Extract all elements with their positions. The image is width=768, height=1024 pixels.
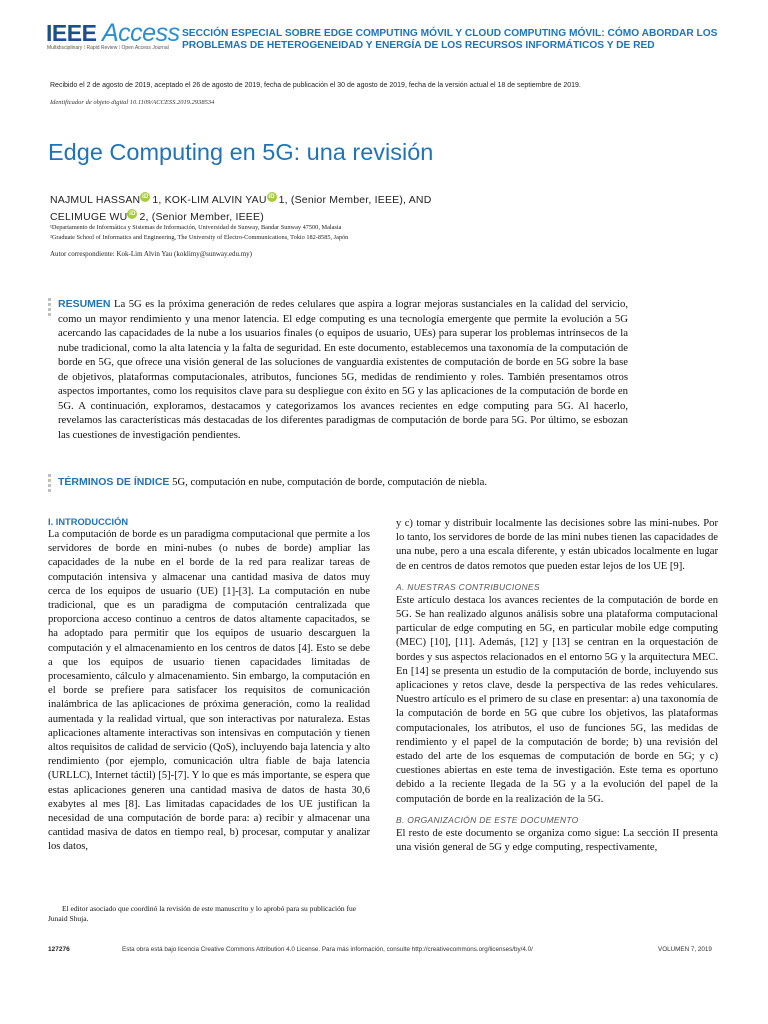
abstract-text: La 5G es la próxima generación de redes celulares que aspira a lograr mejoras sustanciales en la calidad del servicio, como un mayor rendimiento y una menor latencia. El edge computing es una tecnología emergente que permite la evolución a 5G acercando las capacidades de la nube a los usuarios finales (o equipos de usuario, UEs) para superar los problemas intrínsecos de la nube tradicional, como la alta latencia y la falta de seguridad. En este documento, establecemos una taxonomía de la computación de borde en 5G, que ofrece una visión general de las soluciones de vanguardia existentes de computación de borde en 5G sobre la base de objetivos, plataformas computacionales, atributos, funciones 5G, medidas de rendimiento y roles. También presentamos otros aspectos importantes, como los requisitos clave para su despliegue con éxito en 5G y las aplicaciones de la computación de borde en 5G. A continuación, exploramos, destacamos y categorizamos los avances recientes en edge computing para 5G. Al hacerlo, revelamos las características más destacadas de los diferentes paradigmas de computación de borde para 5G. Por último, se esbozan las cuestiones de investigación pendientes. — [58, 298, 629, 441]
author-name: CELIMUGE WU — [50, 211, 128, 223]
author-name: NAJMUL HASSAN — [50, 194, 141, 206]
volume-info: VOLUMEN 7, 2019 — [658, 946, 712, 953]
section-heading-introduction: I. INTRODUCCIÓN — [48, 517, 129, 527]
index-terms-label: TÉRMINOS DE ÍNDICE — [58, 476, 170, 488]
editor-footnote: El editor asociado que coordinó la revisión de este manuscrito y lo aprobó para su publicación fue Junaid Shuja. — [48, 904, 357, 923]
author-affiliation-mark: 1, (Senior Member, IEEE), AND — [278, 194, 432, 206]
affiliation-1: ¹Departamento de Informática y Sistemas de Información, Universidad de Sunway, Bandar Sunway 47500, Malasia — [50, 224, 342, 231]
paper-title: Edge Computing en 5G: una revisión — [48, 139, 434, 165]
subsection-heading-organization: B. ORGANIZACIÓN DE ESTE DOCUMENTO — [396, 814, 579, 825]
author-affiliation-mark: 1, — [152, 194, 165, 206]
right-column — [396, 517, 718, 855]
access-logo: Access — [102, 19, 180, 47]
publication-dates: Recibido el 2 de agosto de 2019, aceptado el 26 de agosto de 2019, fecha de publicación el 30 de agosto de 2019, fecha de la versión actual el 18 de septiembre de 2019. — [50, 82, 581, 89]
contributions-paragraph: Este artículo destaca los avances recientes de la computación de borde en 5G. Se han realizado algunos análisis sobre una plataforma computacional particular de edge computing en 5G, en particular mobile edge computing (MEC) [10], [11]. Además, [12] y [13] se centran en la orquestación de bordes y sus aspectos relacionados en el entorno 5G y la arquitectura MEC. En [14] se presenta un estudio de la computación de borde, incluyendo sus aplicaciones y retos clave, desde la perspectiva de las redes vehiculares. Nuestro artículo es el primero de su clase en presentar: a) una taxonomía de la computación de borde en 5G que cubre los objetivos, las plataformas computacionales, los atributos, el uso de funciones 5G, las medidas de rendimiento y el papel de la computación de borde; b) una revisión del estado del arte de los esquemas de computación de borde en 5G; y c) cuestiones abiertas en este tema de investigación. Este tema es oportuno debido a la reciente llegada de la 5G y a la evolución del papel de la computación de borde en la realización de la 5G. — [396, 594, 718, 805]
subsection-heading-contributions: A. NUESTRAS CONTRIBUCIONES — [396, 581, 540, 592]
journal-tagline: Multidisciplinary ⁞ Rapid Review ⁞ Open Access Journal — [47, 45, 169, 51]
author-affiliation-mark: 2, (Senior Member, IEEE) — [139, 211, 264, 223]
author-name: KOK-LIM ALVIN YAU — [164, 194, 267, 206]
authors-line-1 — [50, 194, 431, 207]
authors-line-2 — [50, 211, 264, 224]
abstract-label: RESUMEN — [58, 298, 111, 310]
abstract-marker — [48, 298, 51, 316]
index-terms — [58, 476, 628, 488]
corresponding-author: Autor correspondiente: Kok-Lim Alvin Yau (koklimy@sunway.edu.my) — [50, 250, 252, 258]
license-notice: Esta obra está bajo licencia Creative Commons Attribution 4.0 License. Para más información, consulte http://creativecommons.org/licenses/by/4.0/ — [122, 946, 533, 953]
ieee-logo: IEEE — [46, 20, 97, 46]
organization-paragraph: El resto de este documento se organiza como sigue: La sección II presenta una visión general de 5G y edge computing, respectivamente, — [396, 827, 718, 854]
page-number: 127276 — [48, 946, 70, 953]
special-section-title: SECCIÓN ESPECIAL SOBRE EDGE COMPUTING MÓVIL Y CLOUD COMPUTING MÓVIL: CÓMO ABORDAR LOS PROBLEMAS DE HETEROGENEIDAD Y ENERGÍA DE LOS RECURSOS INFORMÁTICOS Y DE RED — [182, 28, 718, 51]
keywords-marker — [48, 474, 51, 492]
intro-paragraph-continued: y c) tomar y distribuir localmente las decisiones sobre las mini-nubes. Por lo tanto, los servidores de borde de las mini nubes tienen las capacidades de una nube, pero a una escala diferente, y están ubicados localmente en lugar de en centros de datos remotos que pueden estar lejos de los UE [9]. — [396, 518, 718, 572]
orcid-icon[interactable]: iD — [129, 211, 136, 217]
orcid-icon[interactable]: iD — [268, 194, 275, 200]
affiliation-2: ²Graduate School of Informatics and Engineering, The University of Electro-Communications, Tokio 182-8585, Japón — [50, 234, 349, 241]
intro-paragraph: La computación de borde es un paradigma computacional que permite a los servidores de borde en mini-nubes (o nubes de borde) ampliar las capacidades de la nube en el borde de la red para realizar tareas de computación intensiva y almacenar una cantidad masiva de datos muy cerca de los equipos de usuario (UE) [1]-[3]. La computación en nube tradicional, que es un paradigma de computación centralizada que proporciona acceso continuo a centros de datos altamente capacitados, se ha adoptado para permitir que los equipos de usuario descarguen la computación y el almacenamiento en los centros de datos [4]. Esto se debe a que los equipos de usuario tienen capacidades limitadas de procesamiento, cálculo y almacenamiento. Sin embargo, la computación en el borde se prefiere para satisfacer los requisitos de comunicación inalámbrica de las aplicaciones de próxima generación, como la realidad aumentada y la realidad virtual, que son interactivas por naturaleza. Estas aplicaciones altamente interactivas son intensivas en computación y tienen altos requisitos de calidad de servicio (QoS), incluyendo baja latencia y alto rendimiento (por ejemplo, comunicación ultra fiable de baja latencia (URLLC), Internet táctil) [5]-[7]. Y lo que es más importante, se espera que estas aplicaciones generen una cantidad masiva de datos de hasta 30,6 exabytes al mes [8]. Las limitadas capacidades de los UE justifican la necesidad de una computación de borde para: a) recibir y almacenar una cantidad masiva de datos en tiempo real, b) procesar, computar y analizar los datos, — [48, 529, 370, 853]
abstract — [58, 297, 628, 442]
left-column — [48, 517, 370, 855]
orcid-icon[interactable]: iD — [142, 194, 149, 200]
index-terms-text: 5G, computación en nube, computación de borde, computación de niebla. — [172, 476, 487, 488]
doi: Identificador de objeto digital 10.1109/ACCESS.2019.2938534 — [50, 99, 215, 106]
